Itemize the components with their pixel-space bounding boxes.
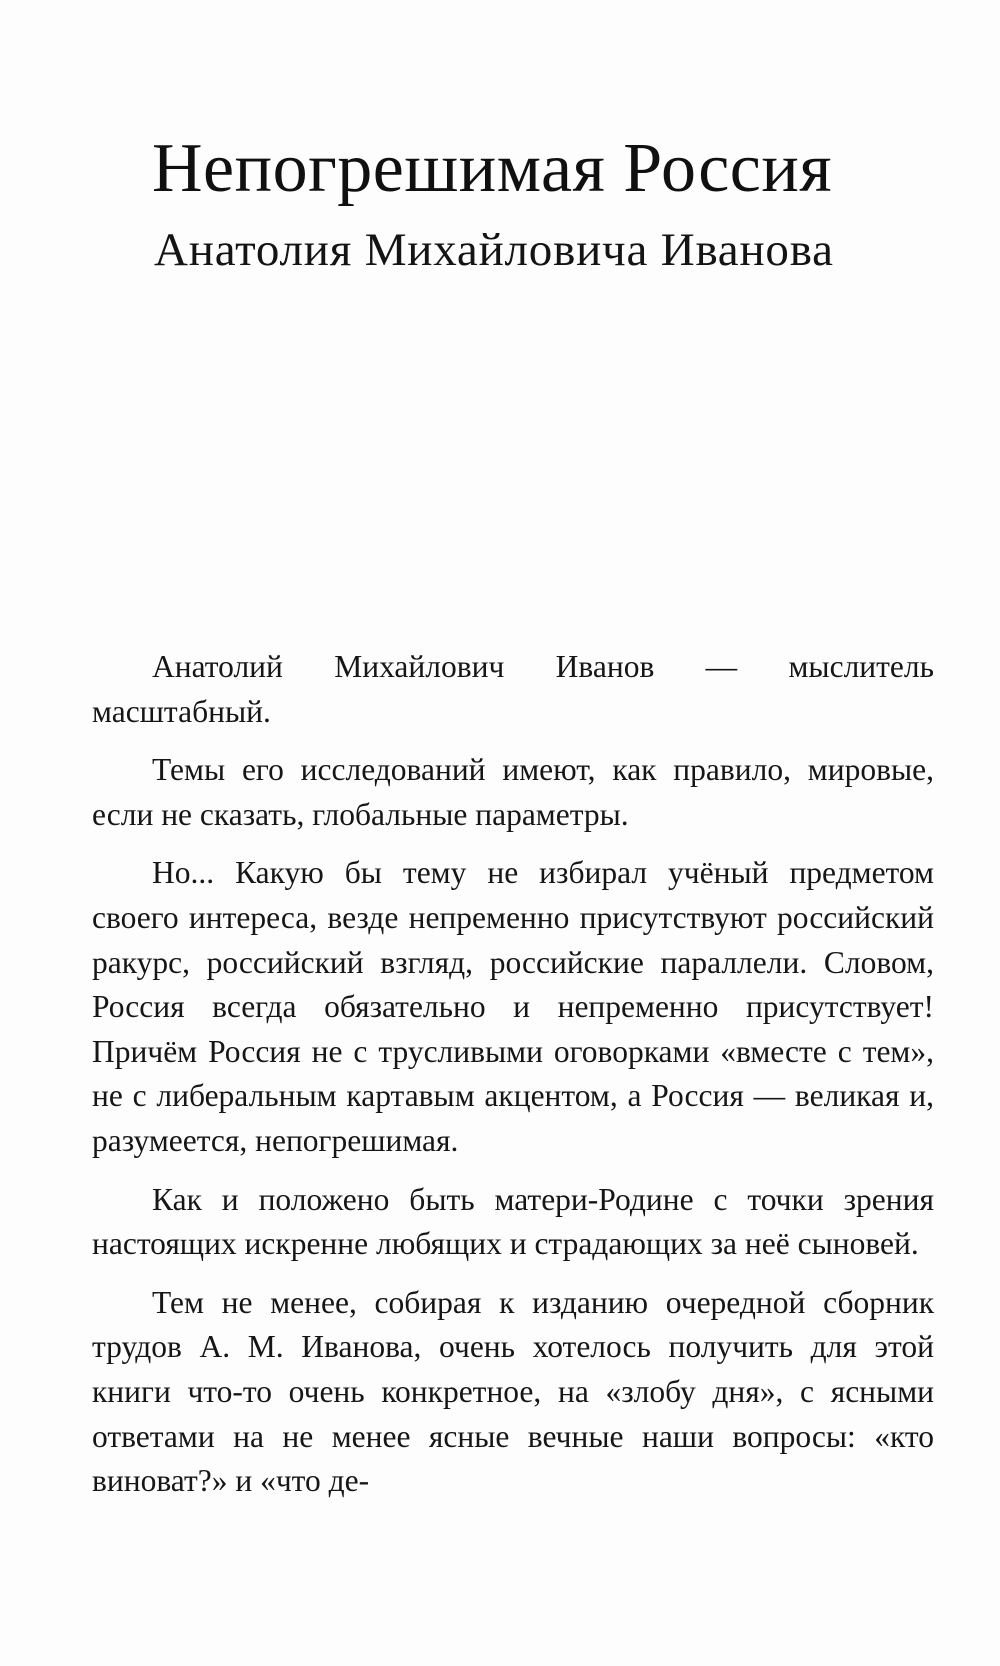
body-text — [92, 645, 934, 1504]
paragraph: Но... Какую бы тему не избирал учёный предметом своего интереса, везде непременно присутствуют российский ракурс, российский взгляд, российские параллели. Словом, Россия всегда обязательно и непременно присутствует! Причём Россия не с трусливыми оговорками «вместе с тем», не с либеральным картавым акцентом, а Россия — великая и, разумеется, непогрешимая. — [92, 855, 934, 1158]
paragraph: Тем не менее, собирая к изданию очередной сборник трудов А. М. Иванова, очень хотелось получить для этой книги что-то очень конкретное, на «злобу дня», с ясными ответами на не менее ясные вечные наши вопросы: «кто виноват?» и «что де- — [92, 1284, 934, 1499]
paragraph: Темы его исследований имеют, как правило, мировые, если не сказать, глобальные параметры. — [92, 752, 934, 832]
paragraph: Анатолий Михайлович Иванов — мыслитель масштабный. — [92, 649, 934, 729]
chapter-title: Непогрешимая Россия — [152, 130, 833, 207]
chapter-subtitle: Анатолия Михайловича Иванова — [154, 224, 834, 276]
paragraph: Как и положено быть матери-Родине с точки зрения настоящих искренне любящих и страдающих за неё сыновей. — [92, 1181, 934, 1262]
